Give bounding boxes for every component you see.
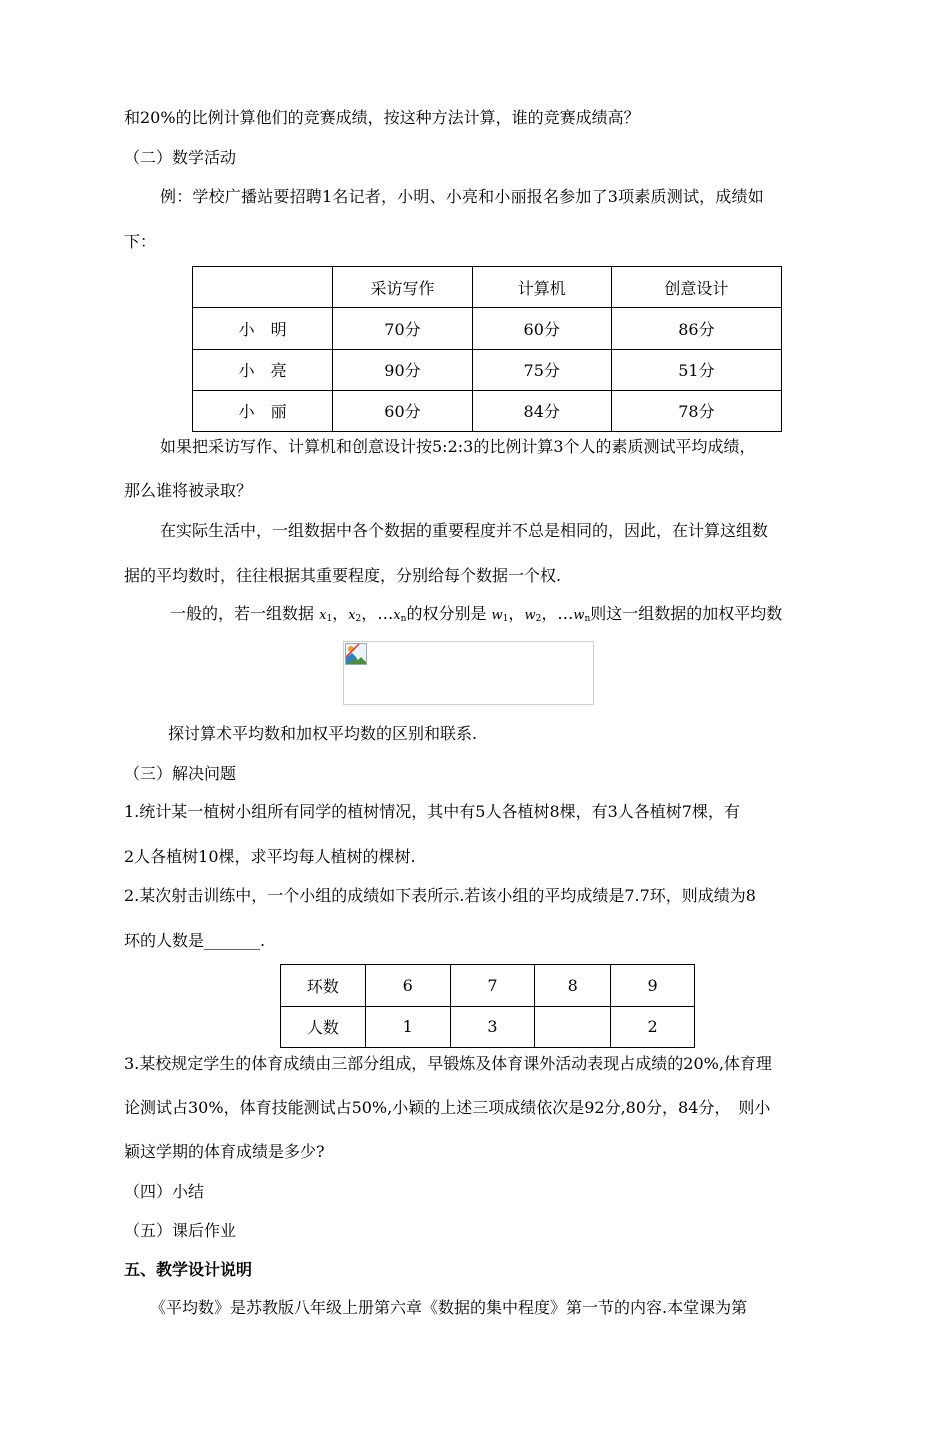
q2-line-2: 环的人数是_______. [124, 931, 266, 950]
table-cell: 9 [611, 965, 695, 1007]
table-cell: 7 [450, 965, 535, 1007]
table-cell: 人数 [281, 1006, 366, 1048]
table-cell: 1 [365, 1006, 450, 1048]
q3-line-1: 3.某校规定学生的体育成绩由三部分组成，早锻炼及体育课外活动表现占成绩的20%,体育理 [124, 1054, 772, 1073]
closing-line: 《平均数》是苏教版八年级上册第六章《数据的集中程度》第一节的内容.本堂课为第 [150, 1298, 748, 1317]
scores-table [192, 266, 782, 432]
example-line-1: 例：学校广播站要招聘1名记者，小明、小亮和小丽报名参加了3项素质测试，成绩如 [160, 187, 764, 206]
comma: ， [508, 604, 525, 623]
sub-2: 2 [355, 614, 362, 624]
table-cell: 2 [611, 1006, 695, 1048]
section-4-heading: （四）小结 [124, 1182, 205, 1201]
table-row [193, 267, 782, 308]
table-row [193, 390, 782, 431]
general-definition [170, 604, 782, 629]
table-cell: 78分 [611, 390, 781, 431]
sub-n: n [584, 614, 591, 624]
var-xn: x [393, 608, 401, 623]
table-cell: 90分 [333, 349, 472, 390]
sub-2: 2 [535, 614, 542, 624]
table-cell: 70分 [333, 308, 472, 349]
table-cell [193, 267, 333, 308]
general-prefix: 一般的，若一组数据 [170, 604, 315, 623]
example-line-2: 下： [124, 232, 157, 251]
table-cell: 创意设计 [611, 267, 781, 308]
sub-1: 1 [326, 614, 333, 624]
formula-image-placeholder [343, 641, 594, 705]
q3-line-2: 论测试占30%，体育技能测试占50%,小颖的上述三项成绩依次是92分,80分，84分， 则小 [124, 1098, 771, 1117]
section-2-heading: （二）数学活动 [124, 148, 237, 167]
table-cell: 小 丽 [193, 390, 333, 431]
table-cell: 75分 [472, 349, 611, 390]
sub-1: 1 [502, 614, 509, 624]
table-row [193, 308, 782, 349]
table-cell: 3 [450, 1006, 535, 1048]
para-top: 和20%的比例计算他们的竞赛成绩，按这种方法计算，谁的竞赛成绩高？ [124, 108, 640, 127]
table-row [281, 1006, 695, 1048]
var-x1: x [319, 608, 327, 623]
real-life-line-2: 据的平均数时，往往根据其重要程度，分别给每个数据一个权. [124, 566, 562, 585]
var-w1: w [491, 608, 503, 623]
section-5-heading: （五）课后作业 [124, 1221, 237, 1240]
dots: ，… [541, 604, 574, 623]
q1-line-2: 2人各植树10棵，求平均每人植树的棵树. [124, 847, 416, 866]
table-cell: 60分 [333, 390, 472, 431]
general-suffix: 则这一组数据的加权平均数 [590, 604, 783, 623]
table-cell: 84分 [472, 390, 611, 431]
table-cell: 小 亮 [193, 349, 333, 390]
heading-5: 五、教学设计说明 [124, 1260, 253, 1279]
discuss-line: 探讨算术平均数和加权平均数的区别和联系. [168, 724, 478, 743]
table-row [281, 965, 695, 1007]
var-w2: w [524, 608, 536, 623]
table-cell: 51分 [611, 349, 781, 390]
table-cell: 环数 [281, 965, 366, 1007]
broken-image-icon [345, 643, 367, 665]
table-cell: 8 [535, 965, 611, 1007]
q1-line-1: 1.统计某一植树小组所有同学的植树情况，其中有5人各植树8棵，有3人各植树7棵，有 [124, 802, 740, 821]
table-cell: 计算机 [472, 267, 611, 308]
sub-n: n [400, 614, 407, 624]
comma: ， [332, 604, 349, 623]
q2-line-1: 2.某次射击训练中，一个小组的成绩如下表所示.若该小组的平均成绩是7.7环，则成绩为8 [124, 886, 756, 905]
var-wn: w [573, 608, 585, 623]
var-x2: x [348, 608, 356, 623]
dots: ，… [361, 604, 394, 623]
table-row [193, 349, 782, 390]
general-mid: 的权分别是 [406, 604, 487, 623]
table-cell: 采访写作 [333, 267, 472, 308]
real-life-line-1: 在实际生活中，一组数据中各个数据的重要程度并不总是相同的，因此，在计算这组数 [160, 521, 769, 540]
table-cell [535, 1006, 611, 1048]
q3-line-3: 颖这学期的体育成绩是多少? [124, 1142, 325, 1161]
shooting-table [280, 964, 695, 1048]
table-cell: 60分 [472, 308, 611, 349]
table-cell: 小 明 [193, 308, 333, 349]
table-cell: 6 [365, 965, 450, 1007]
after-table-line-1: 如果把采访写作、计算机和创意设计按5:2:3的比例计算3个人的素质测试平均成绩， [160, 437, 756, 456]
table-cell: 86分 [611, 308, 781, 349]
section-3-heading: （三）解决问题 [124, 764, 237, 783]
after-table-line-2: 那么谁将被录取？ [124, 481, 253, 500]
